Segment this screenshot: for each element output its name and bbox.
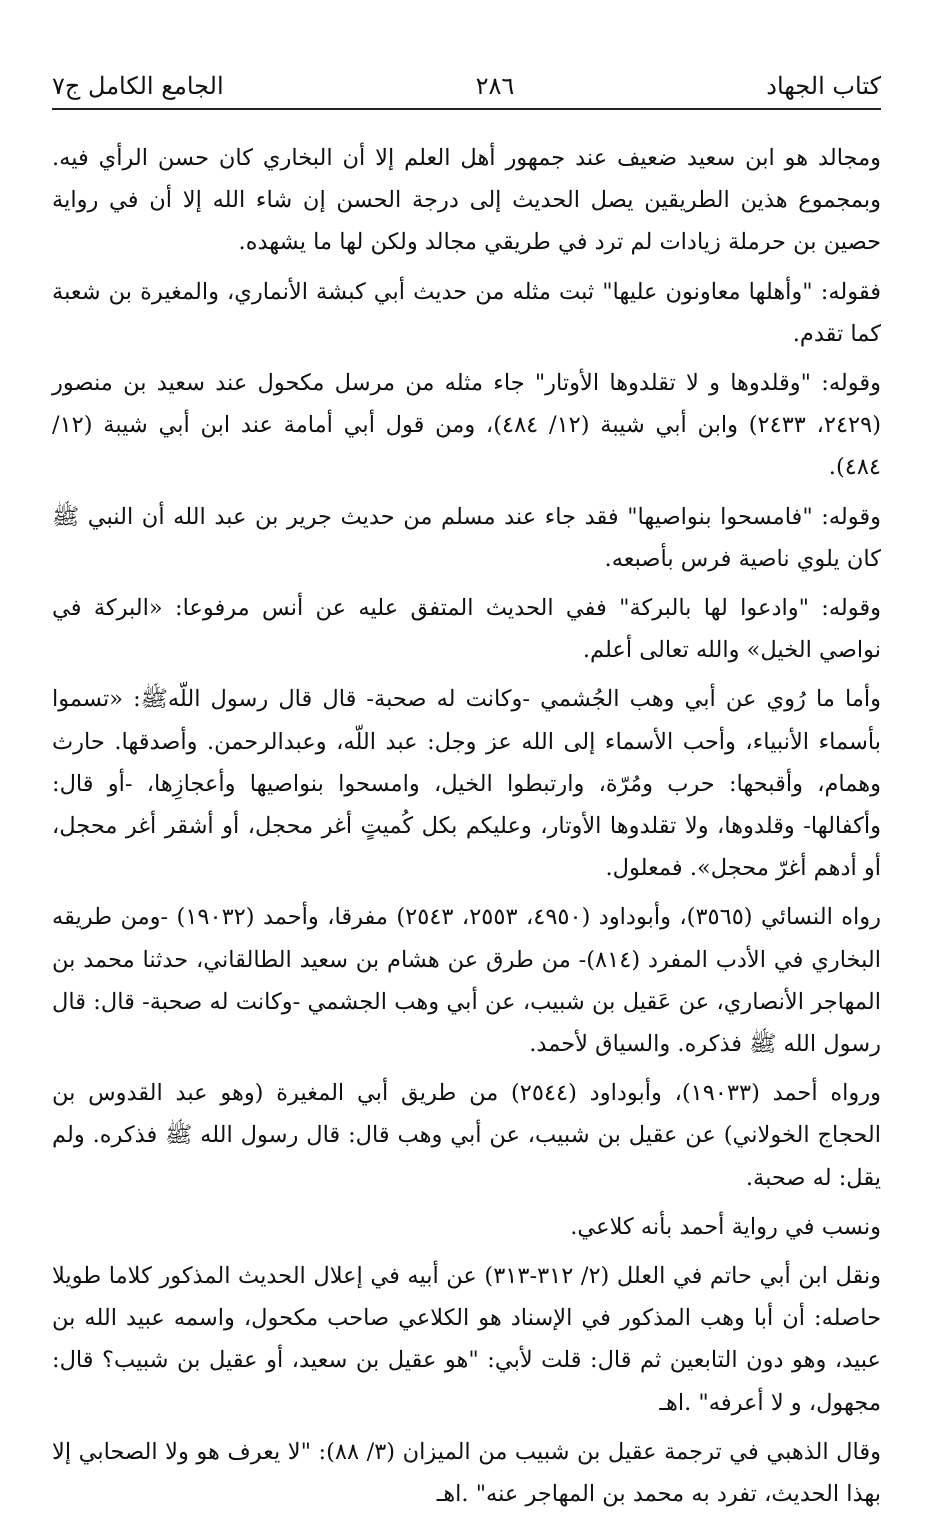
volume-title: الجامع الكامل ج٧ bbox=[52, 72, 224, 100]
paragraph: وقوله: "وادعوا لها بالبركة" ففي الحديث المتفق عليه عن أنس مرفوعا: «البركة في نواصي الخيل» والله تعالى أعلم. bbox=[52, 595, 881, 664]
paragraph: فقوله: "وأهلها معاونون عليها" ثبت مثله من حديث أبي كبشة الأنماري، والمغيرة بن شعبة كما تقدم. bbox=[52, 278, 881, 347]
paragraph: وأما ما رُوي عن أبي وهب الجُشمي -وكانت له صحبة- قال قال رسول اللّهﷺ: «تسموا بأسماء الأنبياء، وأحب الأسماء إلى الله عز وجل: عبد اللّه، وعبدالرحمن. وأصدقها. حارث وهمام، وأقبحها: حرب ومُرّة، وارتبطوا الخيل، وامسحوا بنواصيها وأعجازِها، -أو قال: وأكفالها- وقلدوها، ولا تقلدوها الأوتار، وعليكم بكل كُميتٍ أغر محجل، أو أشقر أغر محجل، أو أدهم أغرّ محجل». فمعلول. bbox=[52, 686, 881, 882]
paragraph: رواه النسائي (٣٥٦٥)، وأبوداود (٤٩٥٠، ٢٥٥٣، ٢٥٤٣) مفرقا، وأحمد (١٩٠٣٢) -ومن طريقه البخاري في الأدب المفرد (٨١٤)- من طرق عن هشام بن سعيد الطالقاني، حدثنا محمد بن المهاجر الأنصاري، عن عَقيل بن شبيب، عن أبي وهب الجشمي -وكانت له صحبة- قال: قال رسول الله ﷺ فذكره. والسياق لأحمد. bbox=[52, 904, 882, 1058]
paragraph: وقال الذهبي في ترجمة عقيل بن شبيب من الميزان (٣/ ٨٨): "لا يعرف هو ولا الصحابي إلا بهذا الحديث، تفرد به محمد بن المهاجر عنه" .اهـ bbox=[52, 1438, 882, 1508]
page-body bbox=[52, 137, 881, 1522]
book-title: كتاب الجهاد bbox=[766, 72, 881, 100]
paragraph: وقوله: "فامسحوا بنواصيها" فقد جاء عند مسلم من حديث جرير بن عبد الله أن النبي ﷺ كان يلوي ناصية فرس بأصبعه. bbox=[52, 503, 881, 572]
paragraph: ونسب في رواية أحمد بأنه كلاعي. bbox=[570, 1213, 881, 1240]
paragraph: وقوله: "وقلدوها و لا تقلدوها الأوتار" جاء مثله من مرسل مكحول عند سعيد بن منصور (٢٤٢٩، ٢٤٣٣) وابن أبي شيبة (١٢/ ٤٨٤)، ومن قول أبي أمامة عند ابن أبي شيبة (١٢/ ٤٨٤). bbox=[52, 370, 882, 481]
running-header bbox=[52, 64, 881, 110]
paragraph: ونقل ابن أبي حاتم في العلل (٢/ ٣١٢-٣١٣) عن أبيه في إعلال الحديث المذكور كلاما طويلا حاصله: أن أبا وهب المذكور في الإسناد هو الكلاعي صاحب مكحول، واسمه عبيد الله بن عبيد، وهو دون التابعين ثم قال: قلت لأبي: "هو عقيل بن سعيد، أو عقيل بن شبيب؟ قال: مجهول، و لا أعرفه" .اهـ bbox=[52, 1263, 881, 1416]
page-number: ٢٨٦ bbox=[475, 72, 515, 100]
paragraph: ومجالد هو ابن سعيد ضعيف عند جمهور أهل العلم إلا أن البخاري كان حسن الرأي فيه. وبمجموع هذين الطريقين يصل الحديث إلى درجة الحسن إن شاء الله إلا أن في رواية حصين بن حرملة زيادات لم ترد في طريقي مجالد ولكن لها ما يشهده. bbox=[52, 145, 881, 256]
paragraph: ورواه أحمد (١٩٠٣٣)، وأبوداود (٢٥٤٤) من طريق أبي المغيرة (وهو عبد القدوس بن الحجاج الخولاني) عن عقيل بن شبيب، عن أبي وهب قال: قال رسول الله ﷺ فذكره. ولم يقل: له صحبة. bbox=[52, 1080, 881, 1191]
